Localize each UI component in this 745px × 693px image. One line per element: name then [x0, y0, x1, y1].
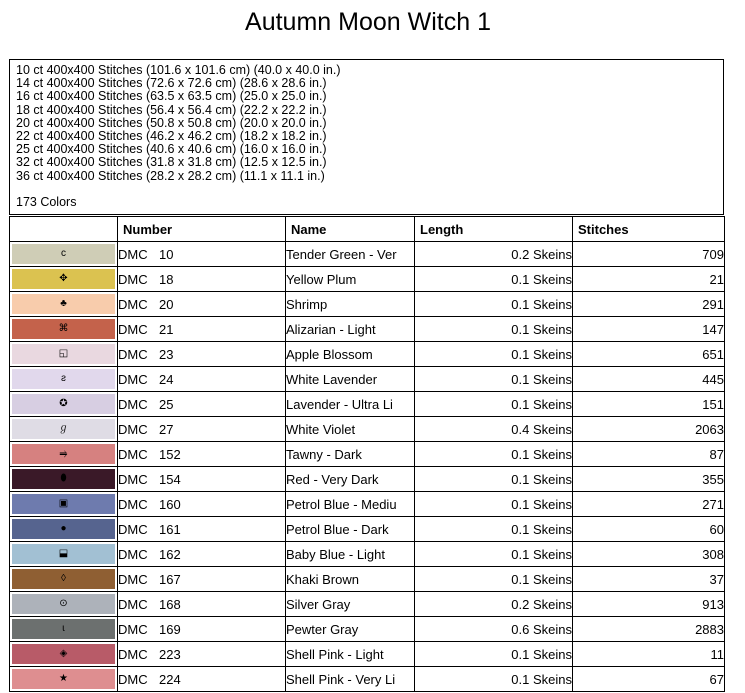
floss-table: [9, 216, 725, 692]
pattern-size-info: [9, 59, 724, 215]
name-cell: White Lavender: [286, 367, 415, 392]
table-row: [10, 342, 725, 367]
size-line: 25 ct 400x400 Stitches (40.6 x 40.6 cm) (16.0 x 16.0 in.): [16, 142, 327, 157]
color-swatch: [12, 344, 115, 364]
floss-number: 160: [159, 496, 181, 512]
size-line: 18 ct 400x400 Stitches (56.4 x 56.4 cm) (22.2 x 22.2 in.): [16, 102, 327, 117]
floss-number: 152: [159, 446, 181, 462]
number-cell: [118, 267, 286, 292]
swatch-cell: [10, 292, 118, 317]
length-cell: 0.1 Skeins: [415, 467, 573, 492]
name-cell: Petrol Blue - Dark: [286, 517, 415, 542]
brand-label: DMC: [118, 671, 148, 687]
stitches-cell: 87: [573, 442, 725, 467]
header-number: Number: [118, 217, 286, 242]
color-swatch: [12, 544, 115, 564]
name-cell: Yellow Plum: [286, 267, 415, 292]
stitch-symbol-icon: ƨ: [61, 373, 66, 384]
color-swatch: [12, 444, 115, 464]
length-cell: 0.6 Skeins: [415, 617, 573, 642]
stitches-cell: 2063: [573, 417, 725, 442]
length-cell: 0.2 Skeins: [415, 592, 573, 617]
length-cell: 0.2 Skeins: [415, 242, 573, 267]
color-swatch: [12, 594, 115, 614]
size-line: 32 ct 400x400 Stitches (31.8 x 31.8 cm) (12.5 x 12.5 in.): [16, 155, 327, 170]
stitch-symbol-icon: ⥤: [59, 448, 68, 459]
floss-number: 162: [159, 546, 181, 562]
floss-number: 21: [159, 321, 174, 337]
swatch-cell: [10, 367, 118, 392]
page-title: Autumn Moon Witch 1: [245, 8, 491, 36]
color-swatch: [12, 269, 115, 289]
floss-number: 223: [159, 646, 181, 662]
stitch-symbol-icon: ℊ: [58, 423, 69, 434]
swatch-cell: [10, 517, 118, 542]
table-row: [10, 517, 725, 542]
size-line: 16 ct 400x400 Stitches (63.5 x 63.5 cm) (25.0 x 25.0 in.): [16, 89, 327, 104]
floss-number: 10: [159, 246, 174, 262]
brand-label: DMC: [118, 371, 148, 387]
table-row: [10, 542, 725, 567]
header-name: Name: [286, 217, 415, 242]
name-cell: Apple Blossom: [286, 342, 415, 367]
stitches-cell: 60: [573, 517, 725, 542]
color-swatch: [12, 319, 115, 339]
swatch-cell: [10, 317, 118, 342]
number-cell: [118, 617, 286, 642]
stitches-cell: 445: [573, 367, 725, 392]
brand-label: DMC: [118, 296, 148, 312]
length-cell: 0.1 Skeins: [415, 317, 573, 342]
swatch-cell: [10, 392, 118, 417]
size-line: 10 ct 400x400 Stitches (101.6 x 101.6 cm) (40.0 x 40.0 in.): [16, 63, 341, 77]
table-row: [10, 417, 725, 442]
table-row: [10, 292, 725, 317]
color-swatch: [12, 494, 115, 514]
stitch-symbol-icon: ♣: [60, 298, 67, 309]
name-cell: Alizarian - Light: [286, 317, 415, 342]
color-swatch: [12, 469, 115, 489]
brand-label: DMC: [118, 646, 148, 662]
name-cell: Tender Green - Ver: [286, 242, 415, 267]
brand-label: DMC: [118, 571, 148, 587]
size-line: 20 ct 400x400 Stitches (50.8 x 50.8 cm) (20.0 x 20.0 in.): [16, 115, 327, 130]
brand-label: DMC: [118, 596, 148, 612]
number-cell: [118, 392, 286, 417]
stitches-cell: 913: [573, 592, 725, 617]
name-cell: Petrol Blue - Mediu: [286, 492, 415, 517]
stitch-symbol-icon: ⬮: [60, 473, 67, 484]
swatch-cell: [10, 492, 118, 517]
floss-number: 161: [159, 521, 181, 537]
color-swatch: [12, 569, 115, 589]
swatch-cell: [10, 592, 118, 617]
length-cell: 0.1 Skeins: [415, 292, 573, 317]
stitch-symbol-icon: ✪: [59, 398, 68, 409]
name-cell: Baby Blue - Light: [286, 542, 415, 567]
swatch-cell: [10, 642, 118, 667]
stitches-cell: 67: [573, 667, 725, 692]
brand-label: DMC: [118, 496, 148, 512]
number-cell: [118, 592, 286, 617]
name-cell: Red - Very Dark: [286, 467, 415, 492]
floss-number: 25: [159, 396, 174, 412]
color-swatch: [12, 519, 115, 539]
header-length: Length: [415, 217, 573, 242]
header-symbol: [10, 217, 118, 242]
stitches-cell: 11: [573, 642, 725, 667]
stitch-symbol-icon: ⊙: [59, 598, 68, 609]
stitch-symbol-icon: c: [61, 248, 66, 259]
stitch-symbol-icon: ◱: [58, 348, 69, 359]
number-cell: [118, 542, 286, 567]
length-cell: 0.1 Skeins: [415, 442, 573, 467]
name-cell: Shell Pink - Very Li: [286, 667, 415, 692]
length-cell: 0.4 Skeins: [415, 417, 573, 442]
brand-label: DMC: [118, 521, 148, 537]
color-swatch: [12, 394, 115, 414]
name-cell: Pewter Gray: [286, 617, 415, 642]
stitches-cell: 37: [573, 567, 725, 592]
length-cell: 0.1 Skeins: [415, 642, 573, 667]
floss-number: 169: [159, 621, 181, 637]
brand-label: DMC: [118, 246, 148, 262]
stitch-symbol-icon: ◊: [61, 573, 66, 584]
stitches-cell: 2883: [573, 617, 725, 642]
stitch-symbol-icon: ◈: [59, 648, 68, 659]
floss-number: 154: [159, 471, 181, 487]
color-swatch: [12, 644, 115, 664]
stitches-cell: 355: [573, 467, 725, 492]
size-line: 36 ct 400x400 Stitches (28.2 x 28.2 cm) (11.1 x 11.1 in.): [16, 168, 325, 183]
stitch-symbol-icon: ●: [60, 523, 67, 534]
color-swatch: [12, 669, 115, 689]
color-swatch: [12, 244, 115, 264]
brand-label: DMC: [118, 321, 148, 337]
brand-label: DMC: [118, 396, 148, 412]
length-cell: 0.1 Skeins: [415, 492, 573, 517]
stitch-symbol-icon: ★: [59, 673, 68, 684]
stitch-symbol-icon: ɩ: [62, 623, 65, 634]
table-header-row: [10, 217, 725, 242]
swatch-cell: [10, 467, 118, 492]
table-row: [10, 592, 725, 617]
number-cell: [118, 367, 286, 392]
floss-number: 18: [159, 271, 174, 287]
swatch-cell: [10, 417, 118, 442]
number-cell: [118, 292, 286, 317]
swatch-cell: [10, 567, 118, 592]
stitch-symbol-icon: ▣: [58, 498, 69, 509]
stitch-symbol-icon: ✥: [59, 273, 68, 284]
brand-label: DMC: [118, 446, 148, 462]
table-row: [10, 642, 725, 667]
stitches-cell: 147: [573, 317, 725, 342]
stitches-cell: 151: [573, 392, 725, 417]
number-cell: [118, 242, 286, 267]
size-list: [16, 64, 723, 183]
name-cell: Lavender - Ultra Li: [286, 392, 415, 417]
table-row: [10, 242, 725, 267]
brand-label: DMC: [118, 346, 148, 362]
table-row: [10, 367, 725, 392]
number-cell: [118, 667, 286, 692]
colors-count: 173 Colors: [16, 194, 77, 209]
name-cell: Tawny - Dark: [286, 442, 415, 467]
length-cell: 0.1 Skeins: [415, 542, 573, 567]
floss-number: 168: [159, 596, 181, 612]
floss-number: 167: [159, 571, 181, 587]
brand-label: DMC: [118, 621, 148, 637]
swatch-cell: [10, 442, 118, 467]
brand-label: DMC: [118, 471, 148, 487]
size-line: 14 ct 400x400 Stitches (72.6 x 72.6 cm) (28.6 x 28.6 in.): [16, 76, 327, 91]
color-swatch: [12, 619, 115, 639]
table-row: [10, 392, 725, 417]
swatch-cell: [10, 242, 118, 267]
number-cell: [118, 417, 286, 442]
name-cell: White Violet: [286, 417, 415, 442]
name-cell: Khaki Brown: [286, 567, 415, 592]
stitches-cell: 308: [573, 542, 725, 567]
length-cell: 0.1 Skeins: [415, 667, 573, 692]
stitches-cell: 291: [573, 292, 725, 317]
number-cell: [118, 442, 286, 467]
name-cell: Shrimp: [286, 292, 415, 317]
swatch-cell: [10, 667, 118, 692]
stitches-cell: 271: [573, 492, 725, 517]
name-cell: Shell Pink - Light: [286, 642, 415, 667]
number-cell: [118, 567, 286, 592]
floss-number: 27: [159, 421, 174, 437]
name-cell: Silver Gray: [286, 592, 415, 617]
brand-label: DMC: [118, 421, 148, 437]
table-row: [10, 317, 725, 342]
length-cell: 0.1 Skeins: [415, 342, 573, 367]
number-cell: [118, 467, 286, 492]
length-cell: 0.1 Skeins: [415, 392, 573, 417]
number-cell: [118, 642, 286, 667]
brand-label: DMC: [118, 271, 148, 287]
stitch-symbol-icon: ⌘: [58, 323, 69, 334]
floss-number: 224: [159, 671, 181, 687]
table-row: [10, 667, 725, 692]
table-row: [10, 492, 725, 517]
length-cell: 0.1 Skeins: [415, 367, 573, 392]
floss-number: 20: [159, 296, 174, 312]
header-stitches: Stitches: [573, 217, 725, 242]
swatch-cell: [10, 267, 118, 292]
table-row: [10, 467, 725, 492]
table-row: [10, 267, 725, 292]
color-swatch: [12, 419, 115, 439]
table-row: [10, 442, 725, 467]
number-cell: [118, 492, 286, 517]
table-row: [10, 617, 725, 642]
number-cell: [118, 342, 286, 367]
stitches-cell: 21: [573, 267, 725, 292]
stitches-cell: 709: [573, 242, 725, 267]
size-line: 22 ct 400x400 Stitches (46.2 x 46.2 cm) (18.2 x 18.2 in.): [16, 129, 327, 144]
stitch-symbol-icon: ⬓: [58, 548, 69, 559]
table-row: [10, 567, 725, 592]
color-swatch: [12, 294, 115, 314]
swatch-cell: [10, 617, 118, 642]
number-cell: [118, 317, 286, 342]
stitches-cell: 651: [573, 342, 725, 367]
brand-label: DMC: [118, 546, 148, 562]
swatch-cell: [10, 342, 118, 367]
swatch-cell: [10, 542, 118, 567]
length-cell: 0.1 Skeins: [415, 567, 573, 592]
length-cell: 0.1 Skeins: [415, 517, 573, 542]
color-swatch: [12, 369, 115, 389]
floss-number: 24: [159, 371, 174, 387]
length-cell: 0.1 Skeins: [415, 267, 573, 292]
floss-number: 23: [159, 346, 174, 362]
number-cell: [118, 517, 286, 542]
